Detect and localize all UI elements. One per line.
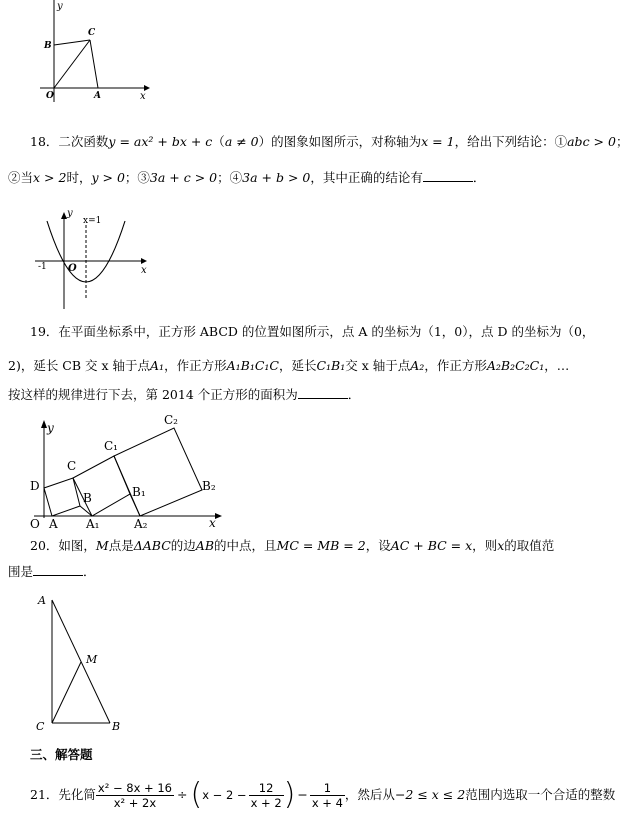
q18-l2y: y > 0	[91, 170, 125, 185]
fig18-label-o: O	[68, 263, 77, 274]
fig18-axis-y: y	[67, 208, 73, 219]
q20-l1f: ，则	[472, 538, 498, 553]
q18-line2	[8, 170, 485, 186]
q21-inner: x − 2 −	[202, 788, 247, 802]
q21-paren-close: )	[283, 777, 296, 812]
q18-l2e: ，其中正确的结论有	[310, 170, 423, 185]
fig19-axis-x: x	[209, 516, 216, 530]
q19-a1: A₁	[150, 358, 165, 373]
q18-axis: x = 1	[421, 134, 455, 149]
q20-answer-blank[interactable]	[33, 564, 83, 576]
q21-f2-den: x + 2	[250, 795, 282, 810]
section-3-heading	[30, 747, 93, 763]
q21-minus: −	[297, 787, 308, 802]
fig19-label-c2: C₂	[164, 413, 178, 427]
q18-l2c: ；③	[124, 170, 150, 185]
fig18-label-x1: x=1	[83, 216, 102, 226]
q19-l2e: ，作正方形	[424, 358, 487, 373]
q20-l1e: ，设	[365, 538, 391, 553]
q21-f2-num: 12	[249, 781, 284, 796]
q18-l2end: ．	[472, 170, 486, 185]
fig20-label-m: M	[86, 653, 98, 666]
fig19-label-d: D	[30, 479, 40, 493]
q21-f3-num: 1	[310, 781, 345, 796]
figure-17	[40, 0, 160, 112]
q19-line1	[30, 324, 594, 340]
q18-conclusion-1: abc > 0	[567, 134, 616, 149]
q20-m: M	[95, 538, 109, 553]
q20-l1b: 点是	[108, 538, 134, 553]
q19-l3end: ．	[347, 387, 361, 402]
q18-conclusion-3: 3a + c > 0	[149, 170, 218, 185]
q21-f1-num: x² − 8x + 16	[97, 780, 172, 795]
q20-l1a: 20．如图，	[30, 538, 96, 553]
fig17-axis-y: y	[57, 1, 63, 12]
q20-l2end: ．	[83, 564, 96, 579]
q20-eq: MC = MB = 2	[276, 538, 366, 553]
q18-line1	[30, 134, 628, 150]
fig20-label-b: B	[112, 720, 121, 733]
q20-triangle: ΔABC	[133, 538, 171, 553]
q20-l1g: 的取值范	[504, 538, 555, 553]
fig19-label-a2: A₂	[134, 517, 148, 531]
fig17-label-o: O	[46, 91, 54, 101]
q21-range: −2 ≤ x ≤ 2	[394, 787, 466, 802]
fig19-label-o: O	[30, 517, 40, 531]
fig18-axis-x: x	[141, 265, 147, 276]
fig19-label-c1: C₁	[104, 439, 118, 453]
q19-c1b1: C₁B₁	[316, 358, 346, 373]
fig19-label-a: A	[49, 517, 58, 531]
q21-suffix-b: 范围内选取一个合适的整数	[465, 787, 616, 802]
q21-prefix: 21．先化简	[30, 787, 96, 802]
q19-square1: A₁B₁C₁C	[226, 358, 279, 373]
q18-prefix: 18．二次函数	[30, 134, 109, 149]
q20-ab: AB	[195, 538, 215, 553]
figure-18-parabola	[30, 203, 155, 313]
q18-after: ，给出下列结论：①	[454, 134, 568, 149]
fig17-label-a: A	[94, 91, 101, 101]
q19-l2f: ，…	[544, 358, 570, 373]
q20-set: AC + BC = x	[390, 538, 473, 553]
figure-19-squares	[24, 410, 229, 532]
q20-line1	[30, 538, 554, 554]
q18-answer-blank[interactable]	[423, 170, 473, 182]
q19-answer-blank[interactable]	[298, 387, 348, 399]
q21-fraction-1	[96, 781, 174, 810]
q21-fraction-2	[249, 781, 284, 810]
q18-l2d: ；④	[217, 170, 243, 185]
fig17-label-c: C	[88, 28, 96, 38]
fig19-label-b2: B₂	[202, 479, 216, 493]
q18-l2b: 时，	[66, 170, 92, 185]
q21-line	[30, 775, 615, 815]
q19-line2	[8, 358, 569, 374]
q19-l2a: 2)，延长 CB 交 x 轴于点	[8, 358, 151, 373]
q19-a2: A₂	[410, 358, 425, 373]
q21-f1-den: x² + 2x	[113, 795, 157, 810]
fig18-label-neg1: -1	[38, 262, 47, 272]
q20-l1c: 的边	[170, 538, 196, 553]
fig20-label-a: A	[38, 594, 46, 607]
fig19-axis-y: y	[47, 421, 54, 435]
q21-divide: ÷	[176, 787, 188, 802]
q18-cond: a ≠ 0	[224, 134, 259, 149]
q18-l2x: x > 2	[33, 170, 67, 185]
q18-l2a: ②当	[8, 170, 34, 185]
q21-paren-open: (	[190, 777, 203, 812]
fig19-label-b1: B₁	[132, 485, 146, 499]
section-3-title: 三、解答题	[30, 747, 93, 762]
q18-formula: y = ax² + bx + c	[108, 134, 213, 149]
q18-end1: ；	[615, 134, 628, 149]
q19-l2b: ，作正方形	[164, 358, 227, 373]
q21-f3-den: x + 4	[311, 795, 343, 810]
q21-fraction-3	[310, 781, 345, 810]
q20-l1d: 的中点，且	[214, 538, 277, 553]
q21-suffix-a: ，然后从	[344, 787, 395, 802]
q20-x: x	[497, 538, 505, 553]
fig19-label-b: B	[83, 491, 92, 505]
q18-conclusion-4: 3a + b > 0	[242, 170, 311, 185]
q19-square2: A₂B₂C₂C₁	[486, 358, 545, 373]
q18-cond-open: （	[212, 134, 225, 149]
q18-mid: ）的图象如图所示，对称轴为	[258, 134, 422, 149]
fig17-label-b: B	[44, 41, 52, 51]
fig20-label-c: C	[36, 720, 45, 733]
figure-20-triangle	[30, 588, 140, 738]
fig19-label-a1: A₁	[86, 517, 100, 531]
q19-l2c: ，延长	[278, 358, 317, 373]
q19-text1: 19．在平面坐标系中，正方形 ABCD 的位置如图所示，点 A 的坐标为（1，0），点 D 的坐标为（0，	[30, 324, 595, 339]
q20-l2a: 围是	[8, 564, 34, 579]
q19-line3	[8, 387, 360, 403]
fig19-label-c: C	[67, 459, 77, 473]
q20-line2	[8, 564, 96, 580]
q19-l2d: 交 x 轴于点	[345, 358, 411, 373]
q19-l3a: 按这样的规律进行下去，第 2014 个正方形的面积为	[8, 387, 298, 402]
fig17-axis-x: x	[140, 91, 146, 102]
